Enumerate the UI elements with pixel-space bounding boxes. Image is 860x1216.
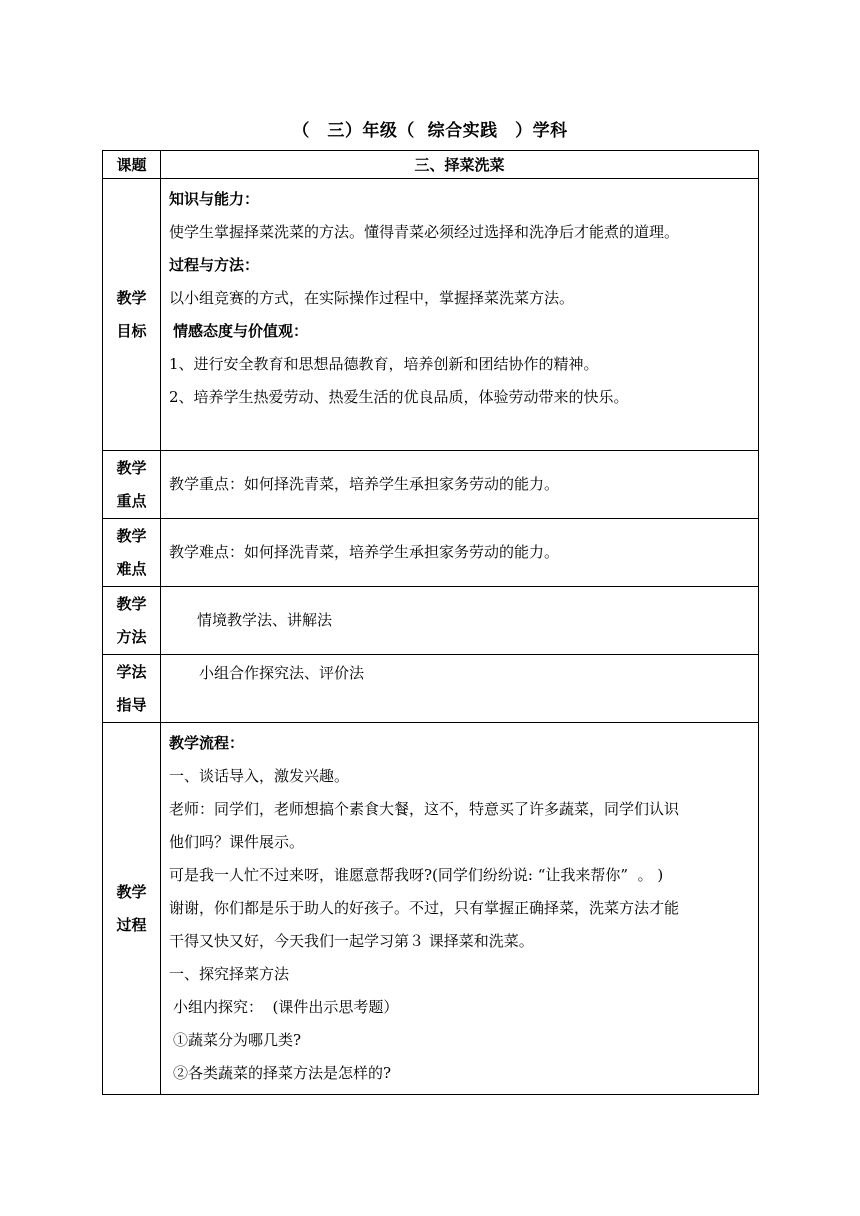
key-row [103, 451, 759, 519]
flow-text-6: 小组内探究： (课件出示思考题） [173, 998, 399, 1016]
flow-heading: 教学流程： [169, 734, 245, 752]
guidance-label [103, 655, 161, 723]
guidance-text: 小组合作探究法、评价法 [199, 664, 365, 682]
key-content [161, 451, 759, 519]
method-row [103, 587, 759, 655]
flow-step-2: 一、探究择菜方法 [169, 965, 290, 983]
method-label-line1: 教学 [116, 594, 147, 613]
method-label [103, 587, 161, 655]
attitude-item-1: 1、进行安全教育和思想品德教育，培养创新和团结协作的精神。 [169, 355, 599, 373]
guidance-row [103, 655, 759, 723]
key-label-line2: 重点 [116, 491, 147, 510]
difficulty-content [161, 519, 759, 587]
guidance-content [161, 655, 759, 723]
goals-label-line1: 教学 [116, 288, 147, 307]
key-text: 教学重点：如何择洗青菜，培养学生承担家务劳动的能力。 [169, 475, 560, 493]
flow-question-2: ②各类蔬菜的择菜方法是怎样的? [173, 1064, 392, 1082]
flow-text-4: 谢谢，你们都是乐于助人的好孩子。不过，只有掌握正确择菜，洗菜方法才能 [169, 899, 680, 917]
topic-row [103, 151, 759, 179]
method-label-line2: 方法 [116, 627, 147, 646]
key-label-line1: 教学 [116, 458, 147, 477]
method-content [161, 587, 759, 655]
topic-value: 三、择菜洗菜 [161, 151, 759, 179]
method-text: 情境教学法、讲解法 [197, 611, 333, 629]
difficulty-label-line1: 教学 [116, 526, 147, 545]
process-label-line2: 过程 [116, 915, 147, 934]
flow-text-5: 干得又快又好，今天我们一起学习第３ 课择菜和洗菜。 [169, 932, 534, 950]
difficulty-row [103, 519, 759, 587]
process-method-heading: 过程与方法： [169, 256, 260, 274]
knowledge-text: 使学生掌握择菜洗菜的方法。懂得青菜必须经过选择和洗净后才能煮的道理。 [169, 223, 680, 241]
process-method-text: 以小组竞赛的方式，在实际操作过程中，掌握择菜洗菜方法。 [169, 289, 575, 307]
lesson-plan-table [102, 150, 759, 1095]
difficulty-label [103, 519, 161, 587]
goals-label-line2: 目标 [116, 321, 147, 340]
goals-content [161, 179, 759, 451]
page-title: （ 三）年级（ 综合实践 ）学科 [292, 121, 568, 141]
goals-row [103, 179, 759, 451]
topic-label: 课题 [103, 151, 161, 179]
guidance-label-line1: 学法 [116, 662, 147, 681]
process-row [103, 723, 759, 1095]
goals-label [103, 179, 161, 451]
knowledge-heading: 知识与能力： [169, 190, 260, 208]
key-label [103, 451, 161, 519]
difficulty-label-line2: 难点 [116, 559, 147, 578]
flow-text-1: 老师：同学们，老师想搞个素食大餐，这不，特意买了许多蔬菜，同学们认识 [169, 800, 680, 818]
difficulty-text: 教学难点：如何择洗青菜，培养学生承担家务劳动的能力。 [169, 543, 560, 561]
flow-step-1: 一、谈话导入，激发兴趣。 [169, 767, 350, 785]
attitude-item-2: 2、培养学生热爱劳动、热爱生活的优良品质，体验劳动带来的快乐。 [169, 388, 629, 406]
process-label [103, 723, 161, 1095]
flow-text-2: 他们吗？课件展示。 [169, 833, 305, 851]
flow-text-3: 可是我一人忙不过来呀，谁愿意帮我呀?(同学们纷纷说: “让我来帮你” 。 ) [169, 866, 664, 884]
flow-question-1: ①蔬菜分为哪几类? [173, 1031, 302, 1049]
attitude-heading: 情感态度与价值观： [173, 322, 309, 340]
process-content [161, 723, 759, 1095]
guidance-label-line2: 指导 [116, 695, 147, 714]
process-label-line1: 教学 [116, 882, 147, 901]
